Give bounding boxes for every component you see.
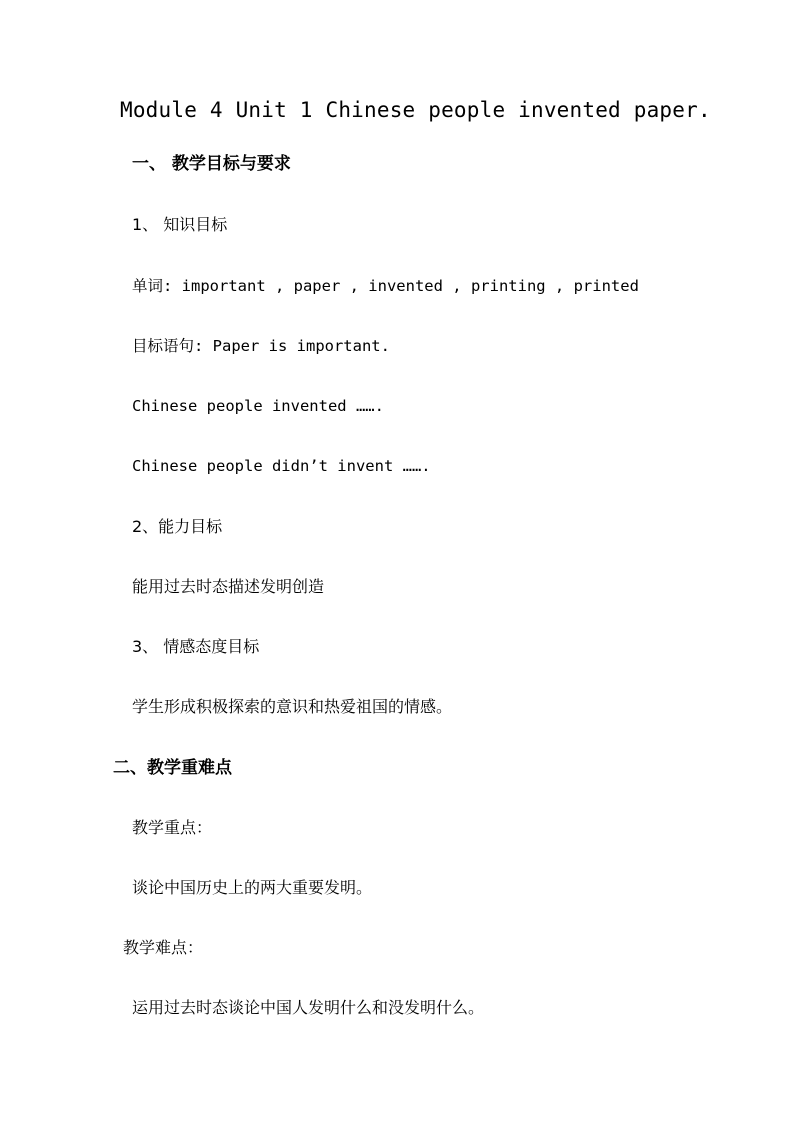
- ability-goal-text: 能用过去时态描述发明创造: [132, 577, 325, 596]
- section-2-heading: 二、教学重难点: [113, 758, 232, 778]
- ability-goal-heading: 2、能力目标: [132, 517, 223, 536]
- vocabulary-line: 单词: important , paper , invented , printing , printed: [132, 277, 639, 295]
- emotion-goal-heading: 3、 情感态度目标: [132, 637, 260, 656]
- difficulty-text: 运用过去时态谈论中国人发明什么和没发明什么。: [132, 998, 485, 1017]
- focus-label: 教学重点：: [132, 818, 213, 837]
- document-title: Module 4 Unit 1 Chinese people invented paper.: [120, 98, 711, 122]
- section-1-heading: 一、 教学目标与要求: [132, 154, 291, 174]
- example-sentence-invented: Chinese people invented …….: [132, 397, 384, 415]
- example-sentence-didnt-invent: Chinese people didn’t invent …….: [132, 457, 431, 475]
- difficulty-label: 教学难点：: [123, 938, 204, 957]
- target-sentence-line: 目标语句: Paper is important.: [132, 337, 390, 355]
- focus-text: 谈论中国历史上的两大重要发明。: [132, 878, 373, 897]
- knowledge-goal-heading: 1、 知识目标: [132, 215, 228, 234]
- emotion-goal-text: 学生形成积极探索的意识和热爱祖国的情感。: [132, 697, 453, 716]
